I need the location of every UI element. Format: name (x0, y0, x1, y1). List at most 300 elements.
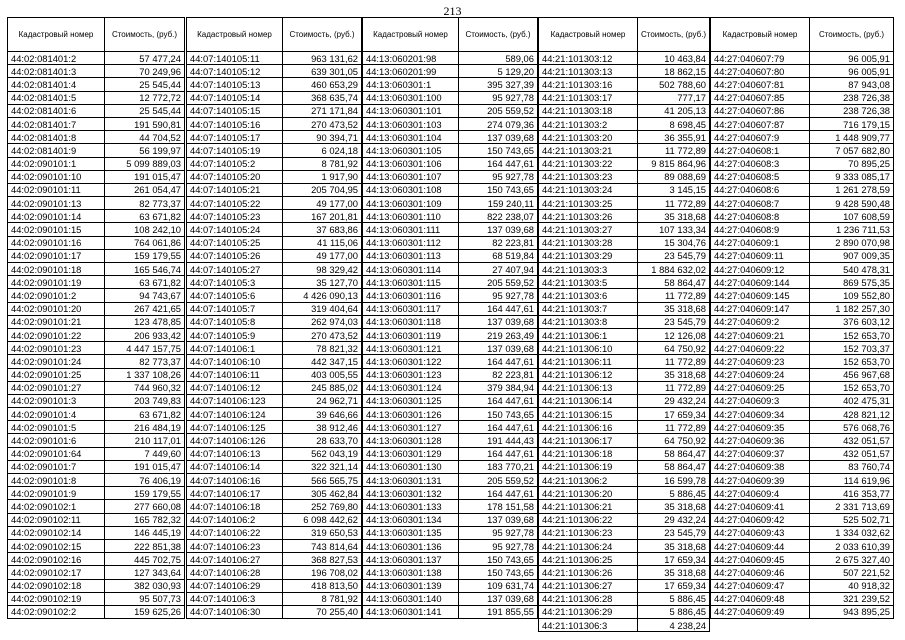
value-cell: 11 772,89 (638, 144, 710, 157)
table-row (187, 210, 362, 223)
cadastral-number-cell: 44:02:090101:7 (8, 460, 105, 473)
value-cell: 96 005,91 (810, 65, 894, 78)
value-cell: 159 179,55 (105, 487, 185, 500)
cadastral-number-cell: 44:07:140105:11 (187, 52, 283, 65)
table-row (363, 592, 538, 605)
value-cell: 109 631,74 (459, 579, 538, 592)
cadastral-number-cell: 44:02:090101:1 (8, 157, 105, 170)
table-row (187, 117, 362, 130)
cadastral-number-cell: 44:02:090102:14 (8, 526, 105, 539)
cadastral-number-cell: 44:02:090101:2 (8, 289, 105, 302)
table-row (539, 566, 710, 579)
table-row (363, 144, 538, 157)
value-cell: 525 502,71 (810, 513, 894, 526)
table-row (187, 289, 362, 302)
table-row (187, 553, 362, 566)
table-row (187, 381, 362, 394)
value-cell: 35 127,70 (283, 276, 362, 289)
value-cell: 869 575,35 (810, 276, 894, 289)
cadastral-number-cell: 44:27:040609:49 (711, 605, 810, 618)
table-row (187, 447, 362, 460)
value-cell: 7 057 682,80 (810, 144, 894, 157)
cadastral-number-cell: 44:07:140105:20 (187, 170, 283, 183)
cadastral-number-cell: 44:27:040609:45 (711, 553, 810, 566)
table-row (539, 65, 710, 78)
table-row (711, 117, 894, 130)
value-cell: 38 912,46 (283, 421, 362, 434)
value-cell: 90 394,71 (283, 131, 362, 144)
value-cell: 56 199,97 (105, 144, 185, 157)
cadastral-number-cell: 44:21:101306:25 (539, 553, 638, 566)
value-cell: 2 331 713,69 (810, 500, 894, 513)
table-row (187, 236, 362, 249)
table-row (363, 447, 538, 460)
table-row (711, 500, 894, 513)
cadastral-number-cell: 44:13:060301:113 (363, 249, 459, 262)
value-cell: 6 024,18 (283, 144, 362, 157)
value-cell: 35 318,68 (638, 302, 710, 315)
cadastral-number-cell: 44:13:060301:116 (363, 289, 459, 302)
cadastral-number-cell: 44:02:090101:13 (8, 197, 105, 210)
value-cell: 9 428 590,48 (810, 197, 894, 210)
table-row (711, 223, 894, 236)
value-cell: 24 962,71 (283, 394, 362, 407)
value-cell: 764 061,86 (105, 236, 185, 249)
cadastral-number-cell: 44:02:090101:21 (8, 315, 105, 328)
cadastral-number-cell: 44:13:060201:99 (363, 65, 459, 78)
cadastral-number-cell: 44:21:101306:18 (539, 447, 638, 460)
cadastral-number-cell: 44:07:140105:19 (187, 144, 283, 157)
value-cell: 196 708,02 (283, 566, 362, 579)
cadastral-number-cell: 44:02:090102:2 (8, 605, 105, 618)
cadastral-number-cell: 44:21:101303:7 (539, 302, 638, 315)
value-cell: 63 671,82 (105, 210, 185, 223)
table-row (711, 408, 894, 421)
table-row (539, 276, 710, 289)
cadastral-number-header: Кадастровый номер (711, 18, 810, 52)
table-row (363, 65, 538, 78)
cadastral-number-cell: 44:13:060301:122 (363, 355, 459, 368)
cadastral-number-cell: 44:02:090101:16 (8, 236, 105, 249)
cadastral-number-cell: 44:21:101303:18 (539, 104, 638, 117)
table-row (711, 592, 894, 605)
cadastral-number-cell: 44:13:060301:124 (363, 381, 459, 394)
value-cell: 152 653,70 (810, 355, 894, 368)
value-cell: 37 683,86 (283, 223, 362, 236)
value-cell: 41 115,06 (283, 236, 362, 249)
value-cell: 58 864,47 (638, 447, 710, 460)
table-row (187, 65, 362, 78)
table-row (363, 500, 538, 513)
value-cell: 178 151,58 (459, 500, 538, 513)
table-row (8, 526, 185, 539)
cadastral-number-cell: 44:07:140105:7 (187, 302, 283, 315)
value-cell: 70 895,25 (810, 157, 894, 170)
table-row (539, 355, 710, 368)
table-row (711, 566, 894, 579)
cadastral-number-cell: 44:07:140105:25 (187, 236, 283, 249)
cadastral-number-cell: 44:13:060301:132 (363, 487, 459, 500)
page-number: 213 (443, 4, 462, 18)
table-row (187, 592, 362, 605)
value-cell: 164 447,61 (459, 447, 538, 460)
cadastral-number-cell: 44:27:040609:43 (711, 526, 810, 539)
table-row (8, 513, 185, 526)
cadastral-number-cell: 44:07:140106:28 (187, 566, 283, 579)
table-row (363, 487, 538, 500)
value-cell: 205 559,52 (459, 474, 538, 487)
table-row (187, 131, 362, 144)
cadastral-number-cell: 44:21:101303:24 (539, 183, 638, 196)
cadastral-number-cell: 44:21:101306:20 (539, 487, 638, 500)
table-row (363, 474, 538, 487)
table-row (8, 157, 185, 170)
cadastral-number-cell: 44:27:040609:2 (711, 315, 810, 328)
cadastral-number-cell: 44:27:040609:12 (711, 263, 810, 276)
table-row (539, 183, 710, 196)
cadastral-number-cell: 44:13:060301:104 (363, 131, 459, 144)
cadastral-number-cell: 44:21:101303:12 (539, 52, 638, 65)
table-header-row (363, 18, 538, 52)
value-cell: 63 671,82 (105, 276, 185, 289)
cadastral-number-cell: 44:27:040609:34 (711, 408, 810, 421)
cadastral-number-cell: 44:21:101306:19 (539, 460, 638, 473)
table-row (363, 526, 538, 539)
cadastral-number-cell: 44:27:040607:86 (711, 104, 810, 117)
value-cell: 238 726,38 (810, 91, 894, 104)
value-cell: 267 421,65 (105, 302, 185, 315)
cadastral-number-cell: 44:27:040609:4 (711, 487, 810, 500)
value-cell: 15 304,76 (638, 236, 710, 249)
value-cell: 1 917,90 (283, 170, 362, 183)
cadastral-number-cell: 44:02:090101:11 (8, 183, 105, 196)
cadastral-number-cell: 44:13:060301:130 (363, 460, 459, 473)
value-cell: 82 223,81 (459, 368, 538, 381)
value-cell: 41 205,13 (638, 104, 710, 117)
table-row (187, 566, 362, 579)
value-cell: 57 477,24 (105, 52, 185, 65)
table-row (363, 315, 538, 328)
cadastral-number-cell: 44:21:101303:25 (539, 197, 638, 210)
table-column-4 (538, 17, 710, 632)
cadastral-number-cell: 44:07:140106:11 (187, 368, 283, 381)
table-row (8, 104, 185, 117)
cadastral-number-header: Кадастровый номер (187, 18, 283, 52)
cadastral-number-cell: 44:02:090101:23 (8, 342, 105, 355)
cadastral-number-cell: 44:02:090101:20 (8, 302, 105, 315)
table-row (539, 605, 710, 618)
table-row (187, 394, 362, 407)
value-cell: 416 353,77 (810, 487, 894, 500)
cadastral-number-cell: 44:13:060301:126 (363, 408, 459, 421)
cadastral-number-cell: 44:02:090101:8 (8, 474, 105, 487)
table-row (187, 408, 362, 421)
cadastral-number-cell: 44:27:040609:22 (711, 342, 810, 355)
cadastral-number-cell: 44:27:040609:37 (711, 447, 810, 460)
table-row (187, 315, 362, 328)
cadastral-number-cell: 44:02:090101:64 (8, 447, 105, 460)
value-cell: 70 249,96 (105, 65, 185, 78)
table-row (711, 447, 894, 460)
cadastral-number-cell: 44:21:101306:21 (539, 500, 638, 513)
table-row (8, 474, 185, 487)
value-cell: 164 447,61 (459, 394, 538, 407)
cadastral-number-cell: 44:27:040609:145 (711, 289, 810, 302)
value-cell: 277 660,08 (105, 500, 185, 513)
table-row (363, 566, 538, 579)
table-row (8, 342, 185, 355)
cadastral-number-cell: 44:21:101306:1 (539, 328, 638, 341)
value-header: Стоимость, (руб.) (638, 18, 710, 52)
table-row (8, 328, 185, 341)
table-row (711, 249, 894, 262)
table-row (539, 223, 710, 236)
value-cell: 4 426 090,13 (283, 289, 362, 302)
value-cell: 418 813,50 (283, 579, 362, 592)
value-cell: 94 743,67 (105, 289, 185, 302)
value-cell: 562 043,19 (283, 447, 362, 460)
cadastral-number-cell: 44:27:040608:7 (711, 197, 810, 210)
cadastral-number-cell: 44:07:140105:13 (187, 78, 283, 91)
cadastral-number-cell: 44:21:101306:2 (539, 474, 638, 487)
value-cell: 11 772,89 (638, 289, 710, 302)
cadastral-number-cell: 44:07:140106:1 (187, 342, 283, 355)
value-cell: 98 329,42 (283, 263, 362, 276)
value-cell: 39 646,66 (283, 408, 362, 421)
value-cell: 376 603,12 (810, 315, 894, 328)
table-row (363, 52, 538, 65)
cadastral-number-cell: 44:07:140105:8 (187, 315, 283, 328)
table-row (8, 263, 185, 276)
value-cell: 210 117,01 (105, 434, 185, 447)
table-row (539, 447, 710, 460)
value-cell: 222 851,38 (105, 539, 185, 552)
table-row (187, 78, 362, 91)
cadastral-number-cell: 44:07:140105:22 (187, 197, 283, 210)
cadastral-number-cell: 44:13:060301:125 (363, 394, 459, 407)
cadastral-number-cell: 44:07:140105:9 (187, 328, 283, 341)
value-cell: 203 749,83 (105, 394, 185, 407)
table-row (711, 263, 894, 276)
value-cell: 164 447,61 (459, 302, 538, 315)
table-row (8, 566, 185, 579)
cadastral-number-cell: 44:07:140106:13 (187, 447, 283, 460)
value-cell: 87 943,08 (810, 78, 894, 91)
table-row (363, 289, 538, 302)
table-row (187, 342, 362, 355)
value-cell: 206 933,42 (105, 328, 185, 341)
cadastral-number-cell: 44:27:040608:3 (711, 157, 810, 170)
table-row (8, 355, 185, 368)
cadastral-number-cell: 44:27:040609:42 (711, 513, 810, 526)
table-row (363, 342, 538, 355)
value-cell: 95 507,73 (105, 592, 185, 605)
value-cell: 445 702,75 (105, 553, 185, 566)
table-row (711, 144, 894, 157)
value-cell: 191 855,55 (459, 605, 538, 618)
value-cell: 82 223,81 (459, 236, 538, 249)
cadastral-number-cell: 44:02:090101:19 (8, 276, 105, 289)
cadastral-number-cell: 44:07:140105:16 (187, 117, 283, 130)
value-cell: 150 743,65 (459, 144, 538, 157)
value-cell: 108 242,10 (105, 223, 185, 236)
table-row (8, 144, 185, 157)
table-row (539, 249, 710, 262)
table-row (8, 500, 185, 513)
table-row (187, 500, 362, 513)
table-row (363, 381, 538, 394)
table-row (8, 487, 185, 500)
cadastral-number-cell: 44:07:140106:2 (187, 513, 283, 526)
cadastral-number-cell: 44:07:140106:126 (187, 434, 283, 447)
table-row (8, 131, 185, 144)
table-row (539, 342, 710, 355)
cadastral-number-cell: 44:13:060301:110 (363, 210, 459, 223)
table-row (539, 421, 710, 434)
table-row (711, 157, 894, 170)
table-row (8, 249, 185, 262)
cadastral-number-cell: 44:02:090101:6 (8, 434, 105, 447)
table-row (363, 91, 538, 104)
cadastral-number-cell: 44:27:040609:25 (711, 381, 810, 394)
value-cell: 540 478,31 (810, 263, 894, 276)
table-row (539, 104, 710, 117)
value-cell: 95 927,78 (459, 170, 538, 183)
cadastral-number-cell: 44:07:140105:15 (187, 104, 283, 117)
table-row (363, 223, 538, 236)
value-cell: 35 318,68 (638, 500, 710, 513)
cadastral-number-cell: 44:13:060301:129 (363, 447, 459, 460)
cadastral-number-cell: 44:02:081401:5 (8, 91, 105, 104)
cadastral-number-cell: 44:07:140105:2 (187, 157, 283, 170)
value-cell: 95 927,78 (459, 539, 538, 552)
value-cell: 18 862,15 (638, 65, 710, 78)
table-row (187, 487, 362, 500)
value-cell: 114 619,96 (810, 474, 894, 487)
cadastral-number-cell: 44:07:140105:27 (187, 263, 283, 276)
value-cell: 7 449,60 (105, 447, 185, 460)
value-cell: 17 659,34 (638, 553, 710, 566)
table-column-1 (7, 17, 185, 619)
table-row (711, 513, 894, 526)
table-row (539, 579, 710, 592)
table-row (187, 539, 362, 552)
value-cell: 216 484,19 (105, 421, 185, 434)
table-row (539, 394, 710, 407)
table-row (8, 276, 185, 289)
cadastral-number-cell: 44:02:090102:17 (8, 566, 105, 579)
table-row (363, 579, 538, 592)
value-cell: 150 743,65 (459, 566, 538, 579)
table-row (711, 315, 894, 328)
value-cell: 2 675 327,40 (810, 553, 894, 566)
table-row (8, 210, 185, 223)
cadastral-number-cell: 44:27:040609:48 (711, 592, 810, 605)
cadastral-number-cell: 44:21:101306:3 (539, 619, 638, 632)
table-row (187, 144, 362, 157)
value-cell: 11 772,89 (638, 381, 710, 394)
cadastral-number-cell: 44:02:081401:3 (8, 65, 105, 78)
value-cell: 167 201,81 (283, 210, 362, 223)
cadastral-number-cell: 44:13:060201:98 (363, 52, 459, 65)
value-cell: 137 039,68 (459, 131, 538, 144)
table-row (187, 421, 362, 434)
value-cell: 127 343,64 (105, 566, 185, 579)
cadastral-number-cell: 44:13:060301:111 (363, 223, 459, 236)
table-row (539, 91, 710, 104)
value-cell: 107 608,59 (810, 210, 894, 223)
cadastral-number-cell: 44:07:140106:125 (187, 421, 283, 434)
cadastral-number-cell: 44:21:101303:2 (539, 117, 638, 130)
cadastral-value-table (186, 17, 362, 619)
table-row (539, 487, 710, 500)
value-cell: 1 448 909,77 (810, 131, 894, 144)
value-cell: 191 590,81 (105, 117, 185, 130)
cadastral-number-cell: 44:02:090101:5 (8, 421, 105, 434)
value-cell: 322 321,14 (283, 460, 362, 473)
cadastral-number-cell: 44:13:060301:121 (363, 342, 459, 355)
cadastral-number-cell: 44:27:040608:9 (711, 223, 810, 236)
table-row (8, 91, 185, 104)
table-row (187, 355, 362, 368)
cadastral-number-cell: 44:21:101306:11 (539, 355, 638, 368)
value-cell: 8 698,45 (638, 117, 710, 130)
value-cell: 5 886,45 (638, 592, 710, 605)
cadastral-number-cell: 44:21:101303:22 (539, 157, 638, 170)
cadastral-number-cell: 44:21:101303:23 (539, 170, 638, 183)
value-cell: 35 318,68 (638, 566, 710, 579)
table-row (539, 553, 710, 566)
table-row (711, 487, 894, 500)
table-row (711, 539, 894, 552)
cadastral-number-cell: 44:13:060301:118 (363, 315, 459, 328)
table-row (711, 52, 894, 65)
value-cell: 428 821,12 (810, 408, 894, 421)
value-cell: 146 445,19 (105, 526, 185, 539)
table-row (8, 434, 185, 447)
value-cell: 11 772,89 (638, 355, 710, 368)
value-cell: 716 179,15 (810, 117, 894, 130)
cadastral-number-cell: 44:27:040607:9 (711, 131, 810, 144)
value-cell: 442 347,15 (283, 355, 362, 368)
value-cell: 63 671,82 (105, 408, 185, 421)
value-cell: 205 559,52 (459, 276, 538, 289)
cadastral-number-cell: 44:02:081401:4 (8, 78, 105, 91)
value-cell: 17 659,34 (638, 408, 710, 421)
cadastral-number-cell: 44:13:060301:109 (363, 197, 459, 210)
value-cell: 321 239,52 (810, 592, 894, 605)
table-row (187, 249, 362, 262)
cadastral-number-cell: 44:27:040609:41 (711, 500, 810, 513)
cadastral-number-cell: 44:21:101303:16 (539, 78, 638, 91)
cadastral-number-cell: 44:13:060301:1 (363, 78, 459, 91)
cadastral-number-cell: 44:21:101303:13 (539, 65, 638, 78)
table-row (8, 394, 185, 407)
value-cell: 5 886,45 (638, 487, 710, 500)
value-cell: 368 827,53 (283, 553, 362, 566)
table-row (8, 381, 185, 394)
value-cell: 907 009,35 (810, 249, 894, 262)
cadastral-number-cell: 44:13:060301:134 (363, 513, 459, 526)
cadastral-number-cell: 44:21:101303:8 (539, 315, 638, 328)
value-cell: 9 333 085,17 (810, 170, 894, 183)
value-cell: 319 404,64 (283, 302, 362, 315)
value-cell: 8 781,92 (283, 592, 362, 605)
cadastral-number-cell: 44:02:090101:22 (8, 328, 105, 341)
cadastral-number-cell: 44:07:140106:29 (187, 579, 283, 592)
table-row (187, 263, 362, 276)
value-cell: 95 927,78 (459, 91, 538, 104)
